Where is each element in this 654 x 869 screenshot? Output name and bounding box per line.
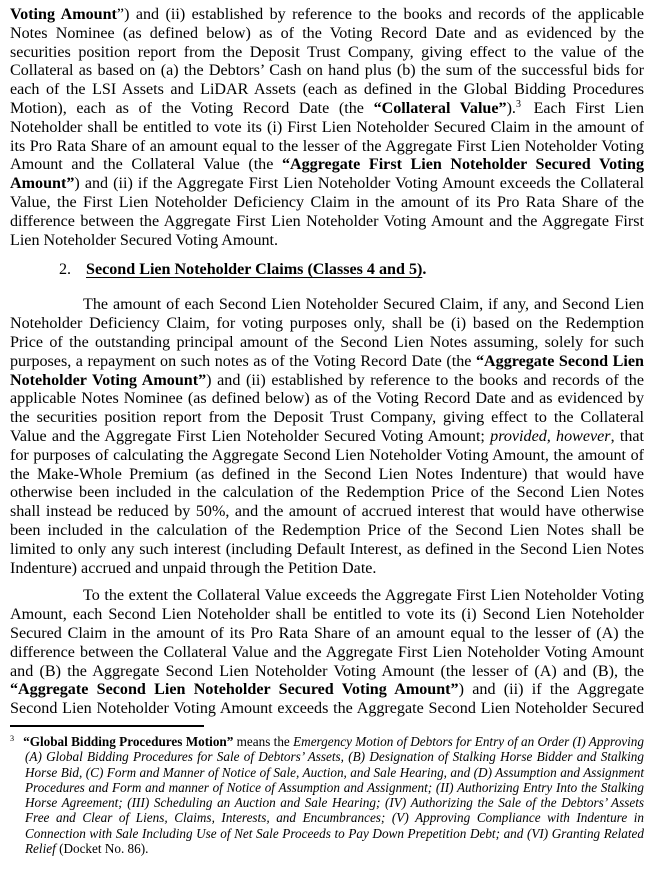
paragraph-second-lien-claim-amount: The amount of each Second Lien Noteholder Secured Claim, if any, and Second Lien Noteholder Deficiency Claim, for voting purposes only, shall be (i) based on the Redemption Price of the outstanding principal amount of the Second Lien Notes assuming, solely for such purposes, a repayment on such notes as of the Voting Record Date (the “Aggregate Second Lien Noteholder Voting Amount”) and (ii) established by reference to the books and records of the applicable Notes Nominee (as defined below) as of the Voting Record Date and as evidenced by the securities position report from the Deposit Trust Company, giving effect to the Collateral Value and the Aggregate First Lien Noteholder Secured Voting Amount; provided, however, that for purposes of calculating the Aggregate Second Lien Noteholder Voting Amount, the amount of the Make-Whole Premium (as defined in the Second Lien Notes Indenture) that would have otherwise been included in the calculation of the Redemption Price of the Second Lien Notes shall instead be reduced by 50%, and the amount of accrued interest that would have otherwise been included in the calculation of the Redemption Price of the Second Lien Notes shall be limited to only any such interest (including Default Interest, as defined in the Second Lien Notes Indenture) accrued and unpaid through the Petition Date. xyxy=(10,296,644,577)
section-number: 2. xyxy=(59,261,72,279)
section-title: Second Lien Noteholder Claims (Classes 4 and 5). xyxy=(86,261,427,279)
footnote-separator-rule xyxy=(10,725,204,727)
paragraph-voting-amount-continuation: Voting Amount”) and (ii) established by reference to the books and records of the applicable Notes Nominee (as defined below) as of the Voting Record Date and as evidenced by the securities position report from the Deposit Trust Company, giving effect to the value of the Collateral as based on (a) the Debtors’ Cash on hand plus (b) the sum of the successful bids for each of the LSI Assets and LiDAR Assets (each as defined in the Global Bidding Procedures Motion), each as of the Voting Record Date (the “Collateral Value”).$^3$ Each First Lien Noteholder shall be entitled to vote its (i) First Lien Noteholder Secured Claim in the amount of its Pro Rata Share of an amount equal to the lesser of the Aggregate First Lien Noteholder Voting Amount and the Collateral Value (the “Aggregate First Lien Noteholder Secured Voting Amount”) and (ii) if the Aggregate First Lien Noteholder Voting Amount exceeds the Collateral Value, the First Lien Noteholder Deficiency Claim in the amount of its Pro Rata Share of the difference between the Aggregate First Lien Noteholder Voting Amount and the Aggregate First Lien Noteholder Secured Voting Amount. xyxy=(10,6,644,249)
footnote-area xyxy=(10,725,644,856)
section-heading-2 xyxy=(10,260,644,279)
document-body xyxy=(10,6,644,719)
paragraph-collateral-value-extent: To the extent the Collateral Value exceeds the Aggregate First Lien Noteholder Voting Amount, each Second Lien Noteholder shall be entitled to vote its (i) Second Lien Noteholder Secured Claim in the amount of its Pro Rata Share of an amount equal to the lesser of (A) the difference between the Collateral Value and the Aggregate First Lien Noteholder Voting Amount and (B) the Aggregate Second Lien Noteholder Voting Amount (the lesser of (A) and (B), the “Aggregate Second Lien Noteholder Secured Voting Amount”) and (ii) if the Aggregate Second Lien Noteholder Voting Amount exceeds the Aggregate Second Lien Noteholder Secured xyxy=(10,587,644,718)
footnote-3-global-bidding-procedures-motion: $^3$ “Global Bidding Procedures Motion” means the Emergency Motion of Debtors for Entry of an Order (I) Approving (A) Global Bidding Procedures for Sale of Debtors’ Assets, (B) Designation of Stalking Horse Bidder and Stalking Horse Bid, (C) Form and Manner of Notice of Sale, Auction, and Sale Hearing, and (D) Assumption and Assignment Procedures and Form and manner of Notice of Assumption and Assignment; (II) Authorizing Entry Into the Stalking Horse Agreement; (III) Scheduling an Auction and Sale Hearing; (IV) Authorizing the Sale of the Debtors’ Assets Free and Clear of Liens, Claims, Interests, and Encumbrances; (V) Approving Compliance with Indenture in Connection with Sale Including Use of Net Sale Proceeds to Pay Down Prepetition Debt; and (VI) Granting Related Relief (Docket No. 86). xyxy=(10,733,644,856)
